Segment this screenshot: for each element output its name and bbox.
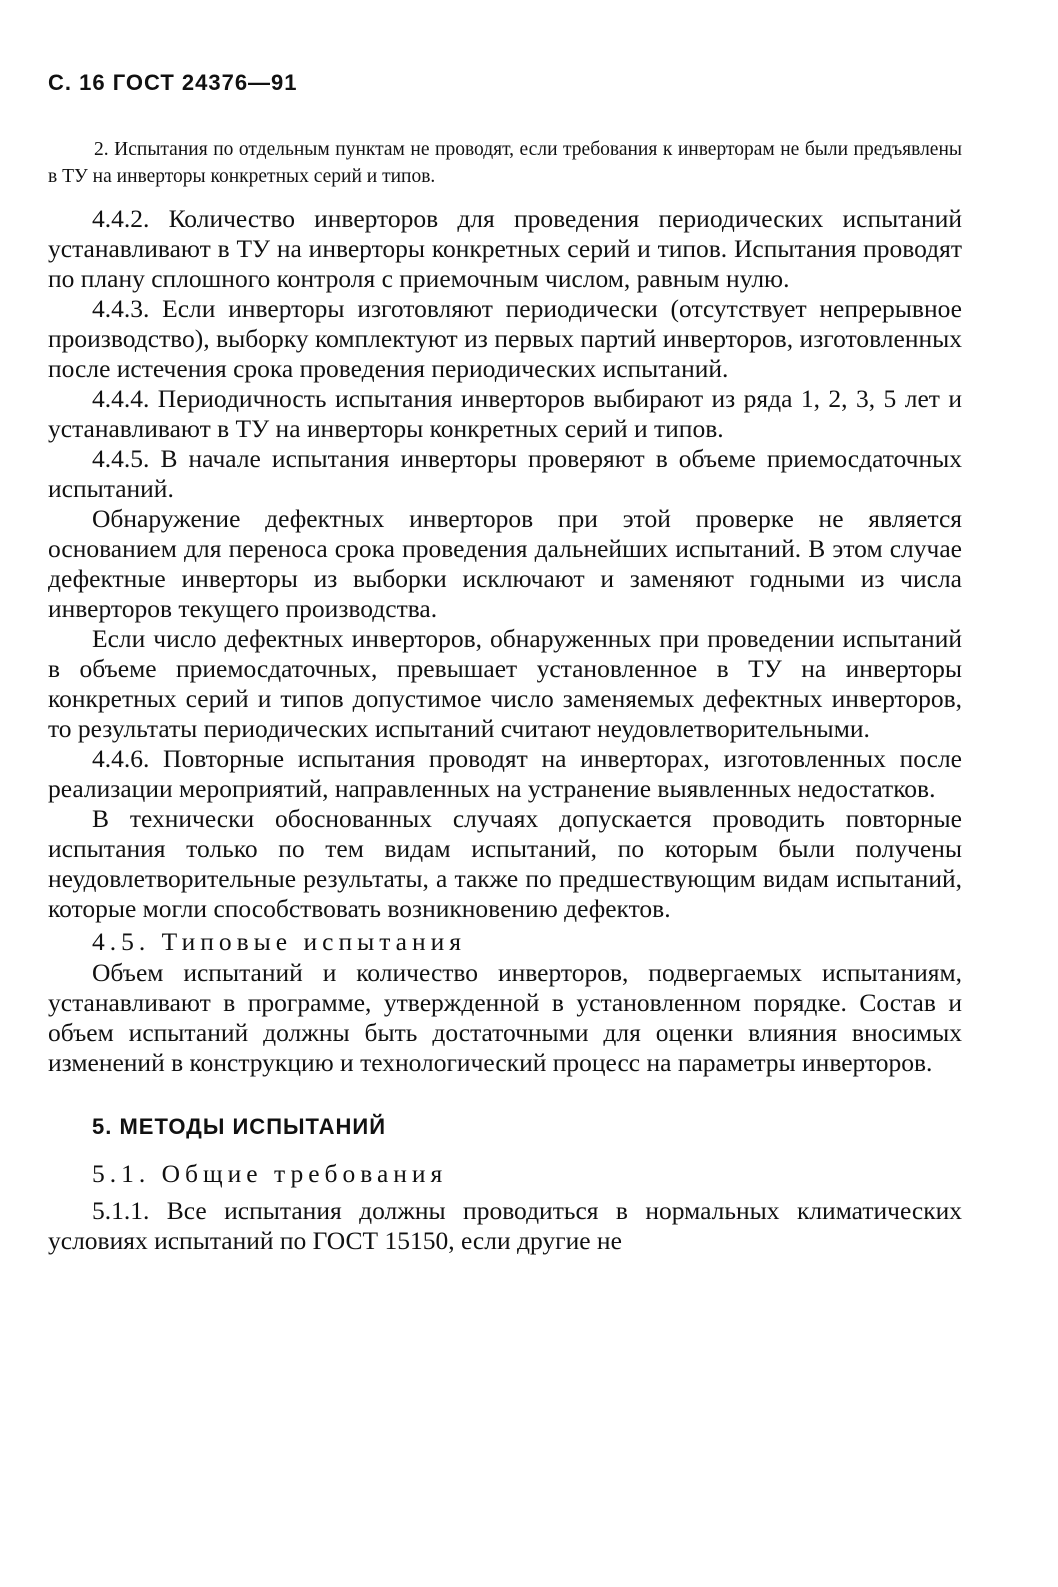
paragraph-4-4-2: 4.4.2. Количество инверторов для проведения периодических испытаний устанавливают в ТУ на инверторы конкретных серий и типов. Испытания проводят по плану сплошного контроля с приемочным числом, равным нулю. [48, 204, 962, 293]
section-title-5-1: 5.1. Общие требования [92, 1159, 448, 1188]
paragraph-4-5-body: Объем испытаний и количество инверторов, подвергаемых испытаниям, устанавливают в программе, утвержденной в установленном порядке. Состав и объем испытаний должны быть достаточными для оценки влияния вносимых изменений в конструкцию и технологический процесс на параметры инверторов. [48, 958, 962, 1077]
paragraph-4-4-6: 4.4.6. Повторные испытания проводят на инверторах, изготовленных после реализации мероприятий, направленных на устранение выявленных недостатков. [48, 744, 962, 803]
paragraph-5-1-1: 5.1.1. Все испытания должны проводиться в нормальных климатических условиях испытаний по ГОСТ 15150, если другие не [48, 1196, 962, 1255]
chapter-title-5: 5. МЕТОДЫ ИСПЫТАНИЙ [92, 1114, 386, 1139]
body-text [48, 204, 962, 1256]
paragraph-4-4-3: 4.4.3. Если инверторы изготовляют периодически (отсутствует непрерывное производство), выборку комплектуют из первых партий инверторов, изготовленных после истечения срока проведения периодических испытаний. [48, 294, 962, 383]
paragraph-4-4-4: 4.4.4. Периодичность испытания инверторов выбирают из ряда 1, 2, 3, 5 лет и устанавливают в ТУ на инверторы конкретных серий и типов. [48, 384, 962, 443]
running-header: С. 16 ГОСТ 24376—91 [48, 70, 298, 95]
section-title-4-5: 4.5. Типовые испытания [92, 927, 467, 956]
paragraph-exceed: Если число дефектных инверторов, обнаруженных при проведении испытаний в объеме приемосдаточных, превышает установленное в ТУ на инверторы конкретных серий и типов допустимое число заменяемых дефектных инверторов, то результаты периодических испытаний считают неудовлетворительными. [48, 624, 962, 743]
note-paragraph: 2. Испытания по отдельным пунктам не проводят, если требования к инверторам не были предъявлены в ТУ на инверторы конкретных серий и типов. [48, 139, 962, 187]
paragraph-defects: Обнаружение дефектных инверторов при этой проверке не является основанием для переноса срока проведения дальнейших испытаний. В этом случае дефектные инверторы из выборки исключают и заменяют годными из числа инверторов текущего производства. [48, 504, 962, 623]
paragraph-technical: В технически обоснованных случаях допускается проводить повторные испытания только по тем видам испытаний, по которым были получены неудовлетворительные результаты, а также по предшествующим видам испытаний, которые могли способствовать возникновению дефектов. [48, 804, 962, 923]
paragraph-4-4-5: 4.4.5. В начале испытания инверторы проверяют в объеме приемосдаточных испытаний. [48, 444, 962, 503]
